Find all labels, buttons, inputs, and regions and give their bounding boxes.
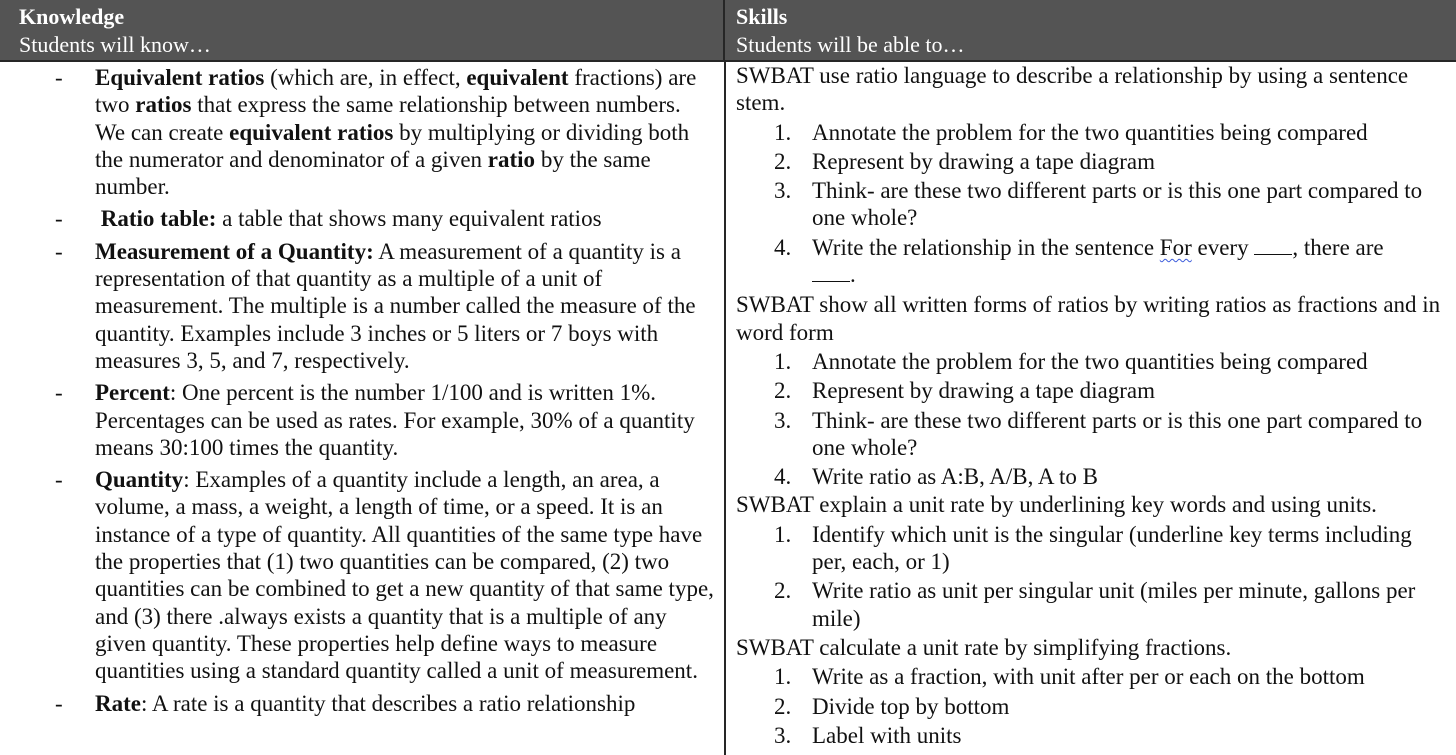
step-number: 2. <box>774 148 792 174</box>
knowledge-title: Knowledge <box>19 4 125 29</box>
skills-header <box>725 0 1456 60</box>
step-text: , there are <box>1292 234 1384 260</box>
list-item <box>726 693 1456 720</box>
step-text: . <box>850 262 856 288</box>
skills-subtitle: Students will be able to… <box>736 32 965 57</box>
spellcheck-word: For <box>1159 234 1192 260</box>
list-item <box>726 348 1456 375</box>
step-number: 2. <box>774 578 792 604</box>
text: a table that shows many equivalent ratios <box>216 206 602 232</box>
step-text: every <box>1191 234 1255 260</box>
list-item <box>726 577 1456 632</box>
list-item <box>726 148 1456 175</box>
list-dash: - <box>55 467 63 493</box>
skills-title: Skills <box>736 4 788 29</box>
step-number: 1. <box>774 521 792 547</box>
term: equivalent ratios <box>229 119 394 145</box>
text: : Examples of a quantity include a length, an area, a volume, a mass, a weight, a length of time, or a speed. It is an instance of a type of quantity. All quantities of the same type have the properties that (1) two quantities can be compared, (2) two quantities can be combined to get a new quantity of that same type, and (3) there .always exists a quantity that is a multiple of any given quantity. These properties help define ways to measure quantities using a standard quantity called a unit of measurement. <box>95 467 714 684</box>
step-text: Represent by drawing a tape diagram <box>812 378 1155 404</box>
list-dash: - <box>55 65 63 90</box>
knowledge-cell <box>0 62 724 755</box>
knowledge-item-quantity <box>0 466 724 684</box>
step-text: Divide top by bottom <box>812 693 1010 719</box>
term-percent: Percent <box>95 380 170 406</box>
list-item <box>726 463 1456 490</box>
list-item <box>726 407 1456 462</box>
step-text: Write the relationship in the sentence <box>812 234 1160 260</box>
step-number: 2. <box>774 693 792 719</box>
knowledge-subtitle: Students will know… <box>19 32 211 57</box>
term-rate: Rate <box>95 690 141 716</box>
term-equivalent-ratios: Equivalent ratios <box>95 65 265 90</box>
step-text: Annotate the problem for the two quantities being compared <box>812 348 1368 374</box>
knowledge-item-percent <box>0 379 724 461</box>
list-dash: - <box>55 690 63 716</box>
step-number: 3. <box>774 407 792 433</box>
skill-stem: SWBAT explain a unit rate by underlining key words and using units. <box>736 492 1377 518</box>
text: fractions) are two <box>95 65 697 118</box>
knowledge-header <box>0 0 725 60</box>
fill-blank <box>1254 237 1292 255</box>
knowledge-item-equivalent-ratios <box>0 64 724 200</box>
step-text: Write ratio as unit per singular unit (miles per minute, gallons per mile) <box>812 578 1416 631</box>
step-text: Represent by drawing a tape diagram <box>812 148 1155 174</box>
step-number: 1. <box>774 348 792 374</box>
text: A measurement of a quantity is a representation of that quantity as a multiple of a unit of measurement. The multiple is a number called the measure of the quantity. Examples include 3 inches or 5 liters or 7 boys with measures 3, 5, and 7, respectively. <box>95 238 696 373</box>
list-dash: - <box>55 380 63 406</box>
text: by the same number. <box>95 146 651 200</box>
term-measurement: Measurement of a Quantity: <box>95 238 374 264</box>
step-number: 2. <box>774 378 792 404</box>
text: (which are, in effect, <box>264 65 467 90</box>
knowledge-item-rate <box>0 690 724 717</box>
knowledge-item-measurement <box>0 238 724 374</box>
skills-cell <box>726 62 1456 755</box>
list-dash: - <box>55 238 63 264</box>
term-quantity: Quantity <box>95 467 184 493</box>
step-text: Think- are these two different parts or is this one part compared to one whole? <box>812 178 1423 231</box>
list-item <box>726 177 1456 232</box>
step-text: Write as a fraction, with unit after per or each on the bottom <box>812 664 1365 690</box>
list-item <box>726 722 1456 749</box>
term: equivalent <box>466 65 569 90</box>
text: that express the same relationship between numbers. We can create <box>95 92 681 145</box>
skill-stem: SWBAT calculate a unit rate by simplifying fractions. <box>736 634 1232 660</box>
text: by multiplying or dividing both the numerator and denominator of a given <box>95 119 690 172</box>
step-text: Identify which unit is the singular (underline key terms including per, each, or 1) <box>812 521 1412 575</box>
step-number: 3. <box>774 722 792 748</box>
term: ratio <box>487 146 536 172</box>
term: ratios <box>135 92 192 118</box>
step-number: 3. <box>774 178 792 204</box>
list-item <box>726 663 1456 690</box>
step-text: Label with units <box>812 722 962 748</box>
step-text: Think- are these two different parts or is this one part compared to one whole? <box>812 407 1423 460</box>
step-text: Annotate the problem for the two quantities being compared <box>812 119 1368 145</box>
fill-blank <box>812 264 850 282</box>
step-text: Write ratio as A:B, A/B, A to B <box>812 464 1098 490</box>
step-number: 4. <box>774 464 792 490</box>
knowledge-item-ratio-table <box>0 205 724 232</box>
step-number: 1. <box>774 664 792 690</box>
text: : One percent is the number 1/100 and is written 1%. Percentages can be used as rates. For example, 30% of a quantity means 30:100 times the quantity. <box>95 380 695 460</box>
term-ratio-table: Ratio table: <box>100 206 217 232</box>
list-item <box>726 234 1456 289</box>
skill-stem: SWBAT use ratio language to describe a relationship by using a sentence stem. <box>736 63 1409 116</box>
list-dash: - <box>55 206 63 232</box>
skill-stem: SWBAT show all written forms of ratios by writing ratios as fractions and in word form <box>736 292 1441 345</box>
list-item <box>726 377 1456 404</box>
text: : A rate is a quantity that describes a ratio relationship <box>140 690 636 716</box>
step-number: 4. <box>774 234 792 260</box>
list-item <box>726 119 1456 146</box>
step-number: 1. <box>774 119 792 145</box>
list-item <box>726 521 1456 576</box>
